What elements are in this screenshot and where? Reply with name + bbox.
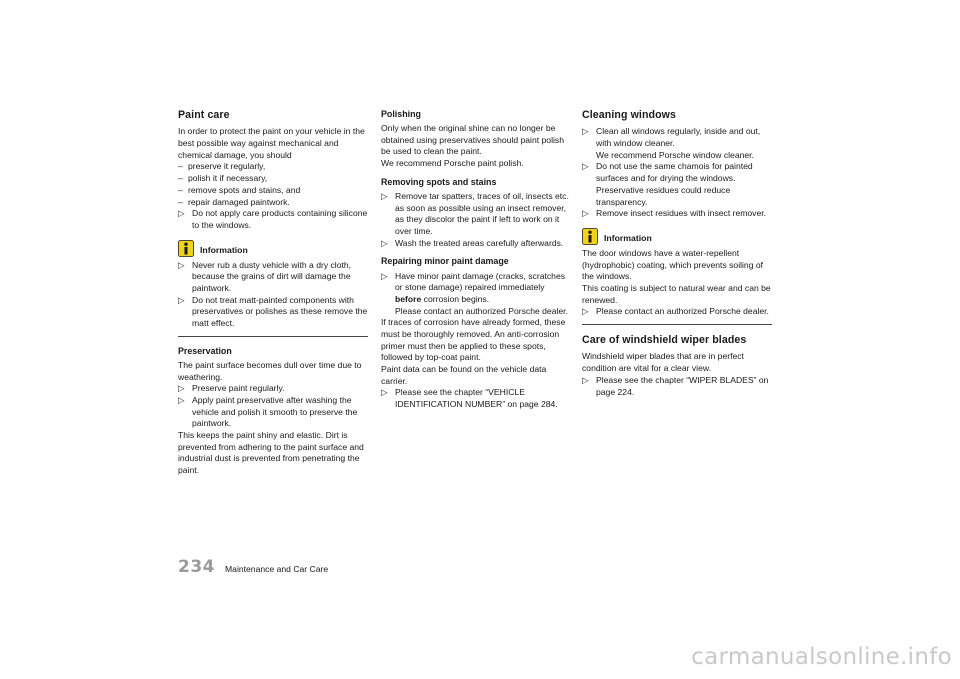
list-item: ▷ Remove tar spatters, traces of oil, insects etc. as soon as possible using an insect remover, as they discolor the paint if left to work on it over time. [381, 190, 569, 237]
paint-care-arrow-list [178, 208, 368, 231]
list-item: ▷ Have minor paint damage (cracks, scratches or stone damage) repaired immediately before corrosion begins. Please contact an authorized Porsche dealer. [381, 270, 568, 316]
info-list [178, 260, 368, 330]
repairing-list [381, 271, 569, 318]
list-item: ▷ Do not apply care products containing silicone to the windows. [178, 208, 368, 230]
preservation-text: The paint surface becomes dull over time due to weathering. [178, 359, 362, 382]
heading-polishing: Polishing [381, 109, 421, 119]
information-icon [178, 240, 194, 257]
info-text-2: This coating is subject to natural wear and can be renewed. [582, 282, 771, 305]
paint-care-dash-list [178, 161, 368, 208]
cleaning-windows-list [582, 126, 772, 220]
wiper-text: Windshield wiper blades that are in perfect condition are vital for a clear view. [582, 351, 744, 374]
polishing-text: Only when the original shine can no longer be obtained using preservatives should paint polish be used to clean the paint. [381, 123, 564, 157]
list-item: ▷ Do not use the same chamois for painted surfaces and for drying the windows. Preservative residues could reduce transparency. [582, 161, 753, 207]
polishing-recommendation: We recommend Porsche paint polish. [381, 158, 524, 169]
preservation-text-2: This keeps the paint shiny and elastic. Dirt is prevented from adhering to the paint surface and industrial dust is prevented from penetrating the paint. [178, 429, 364, 476]
list-item: ▷ Remove insect residues with insect remover. [582, 208, 767, 219]
list-item: – polish it if necessary, [178, 173, 268, 184]
info-title: Information [200, 244, 248, 255]
repairing-text-2: Paint data can be found on the vehicle data carrier. [381, 364, 547, 386]
divider [582, 324, 772, 325]
info-list [582, 306, 772, 318]
heading-removing-spots: Removing spots and stains [381, 176, 497, 187]
list-item: ▷ Please see the chapter “WIPER BLADES” on page 224. [582, 374, 769, 397]
removing-spots-list [381, 191, 569, 249]
section-name: Maintenance and Car Care [225, 564, 329, 574]
divider [178, 336, 368, 337]
watermark: carmanualsonline.info [691, 643, 952, 670]
info-header [178, 240, 368, 257]
heading-preservation: Preservation [178, 345, 232, 356]
wiper-list [582, 375, 772, 398]
emphasis-before: before [395, 293, 422, 304]
list-item: ▷ Wash the treated areas carefully afterwards. [381, 237, 564, 248]
heading-paint-care: Paint care [178, 109, 230, 121]
list-item: ▷ Clean all windows regularly, inside and out, with window cleaner. We recommend Porsche window cleaner. [582, 126, 761, 160]
list-item: – remove spots and stains, and [178, 184, 301, 195]
list-item: – repair damaged paintwork. [178, 196, 290, 207]
list-item: ▷ Please contact an authorized Porsche dealer. [582, 306, 769, 317]
list-item: ▷ Please see the chapter “VEHICLE IDENTIFICATION NUMBER” on page 284. [381, 387, 558, 410]
column-middle [381, 108, 569, 411]
repairing-ref-list [381, 387, 569, 410]
info-text: The door windows have a water-repellent (hydrophobic) coating, which prevents soiling of the windows. [582, 247, 764, 282]
column-left [178, 108, 368, 477]
preservation-list [178, 383, 368, 430]
info-header [582, 228, 772, 245]
heading-wiper-blades: Care of windshield wiper blades [582, 334, 747, 347]
list-item: – preserve it regularly, [178, 161, 266, 172]
paint-care-intro: In order to protect the paint on your vehicle in the best possible way against mechanical and chemical damage, you should [178, 126, 365, 160]
repairing-text: If traces of corrosion have already formed, these must be thoroughly removed. An anti-corrosion primer must then be applied to these spots, followed by top-coat paint. [381, 317, 566, 363]
list-item: ▷ Preserve paint regularly. [178, 383, 285, 394]
list-item: ▷ Do not treat matt-painted components with preservatives or polishes as these remove the matt effect. [178, 294, 368, 329]
page-footer [178, 556, 328, 579]
list-item: ▷ Never rub a dusty vehicle with a dry cloth, because the grains of dirt will damage the paintwork. [178, 259, 352, 293]
information-icon [582, 228, 598, 245]
page-number: 234 [178, 557, 215, 577]
heading-repairing: Repairing minor paint damage [381, 256, 509, 267]
column-right [582, 108, 772, 398]
list-item: ▷ Apply paint preservative after washing the vehicle and polish it smooth to preserve the paintwork. [178, 394, 358, 429]
info-title: Information [604, 233, 652, 244]
heading-cleaning-windows: Cleaning windows [582, 109, 677, 121]
